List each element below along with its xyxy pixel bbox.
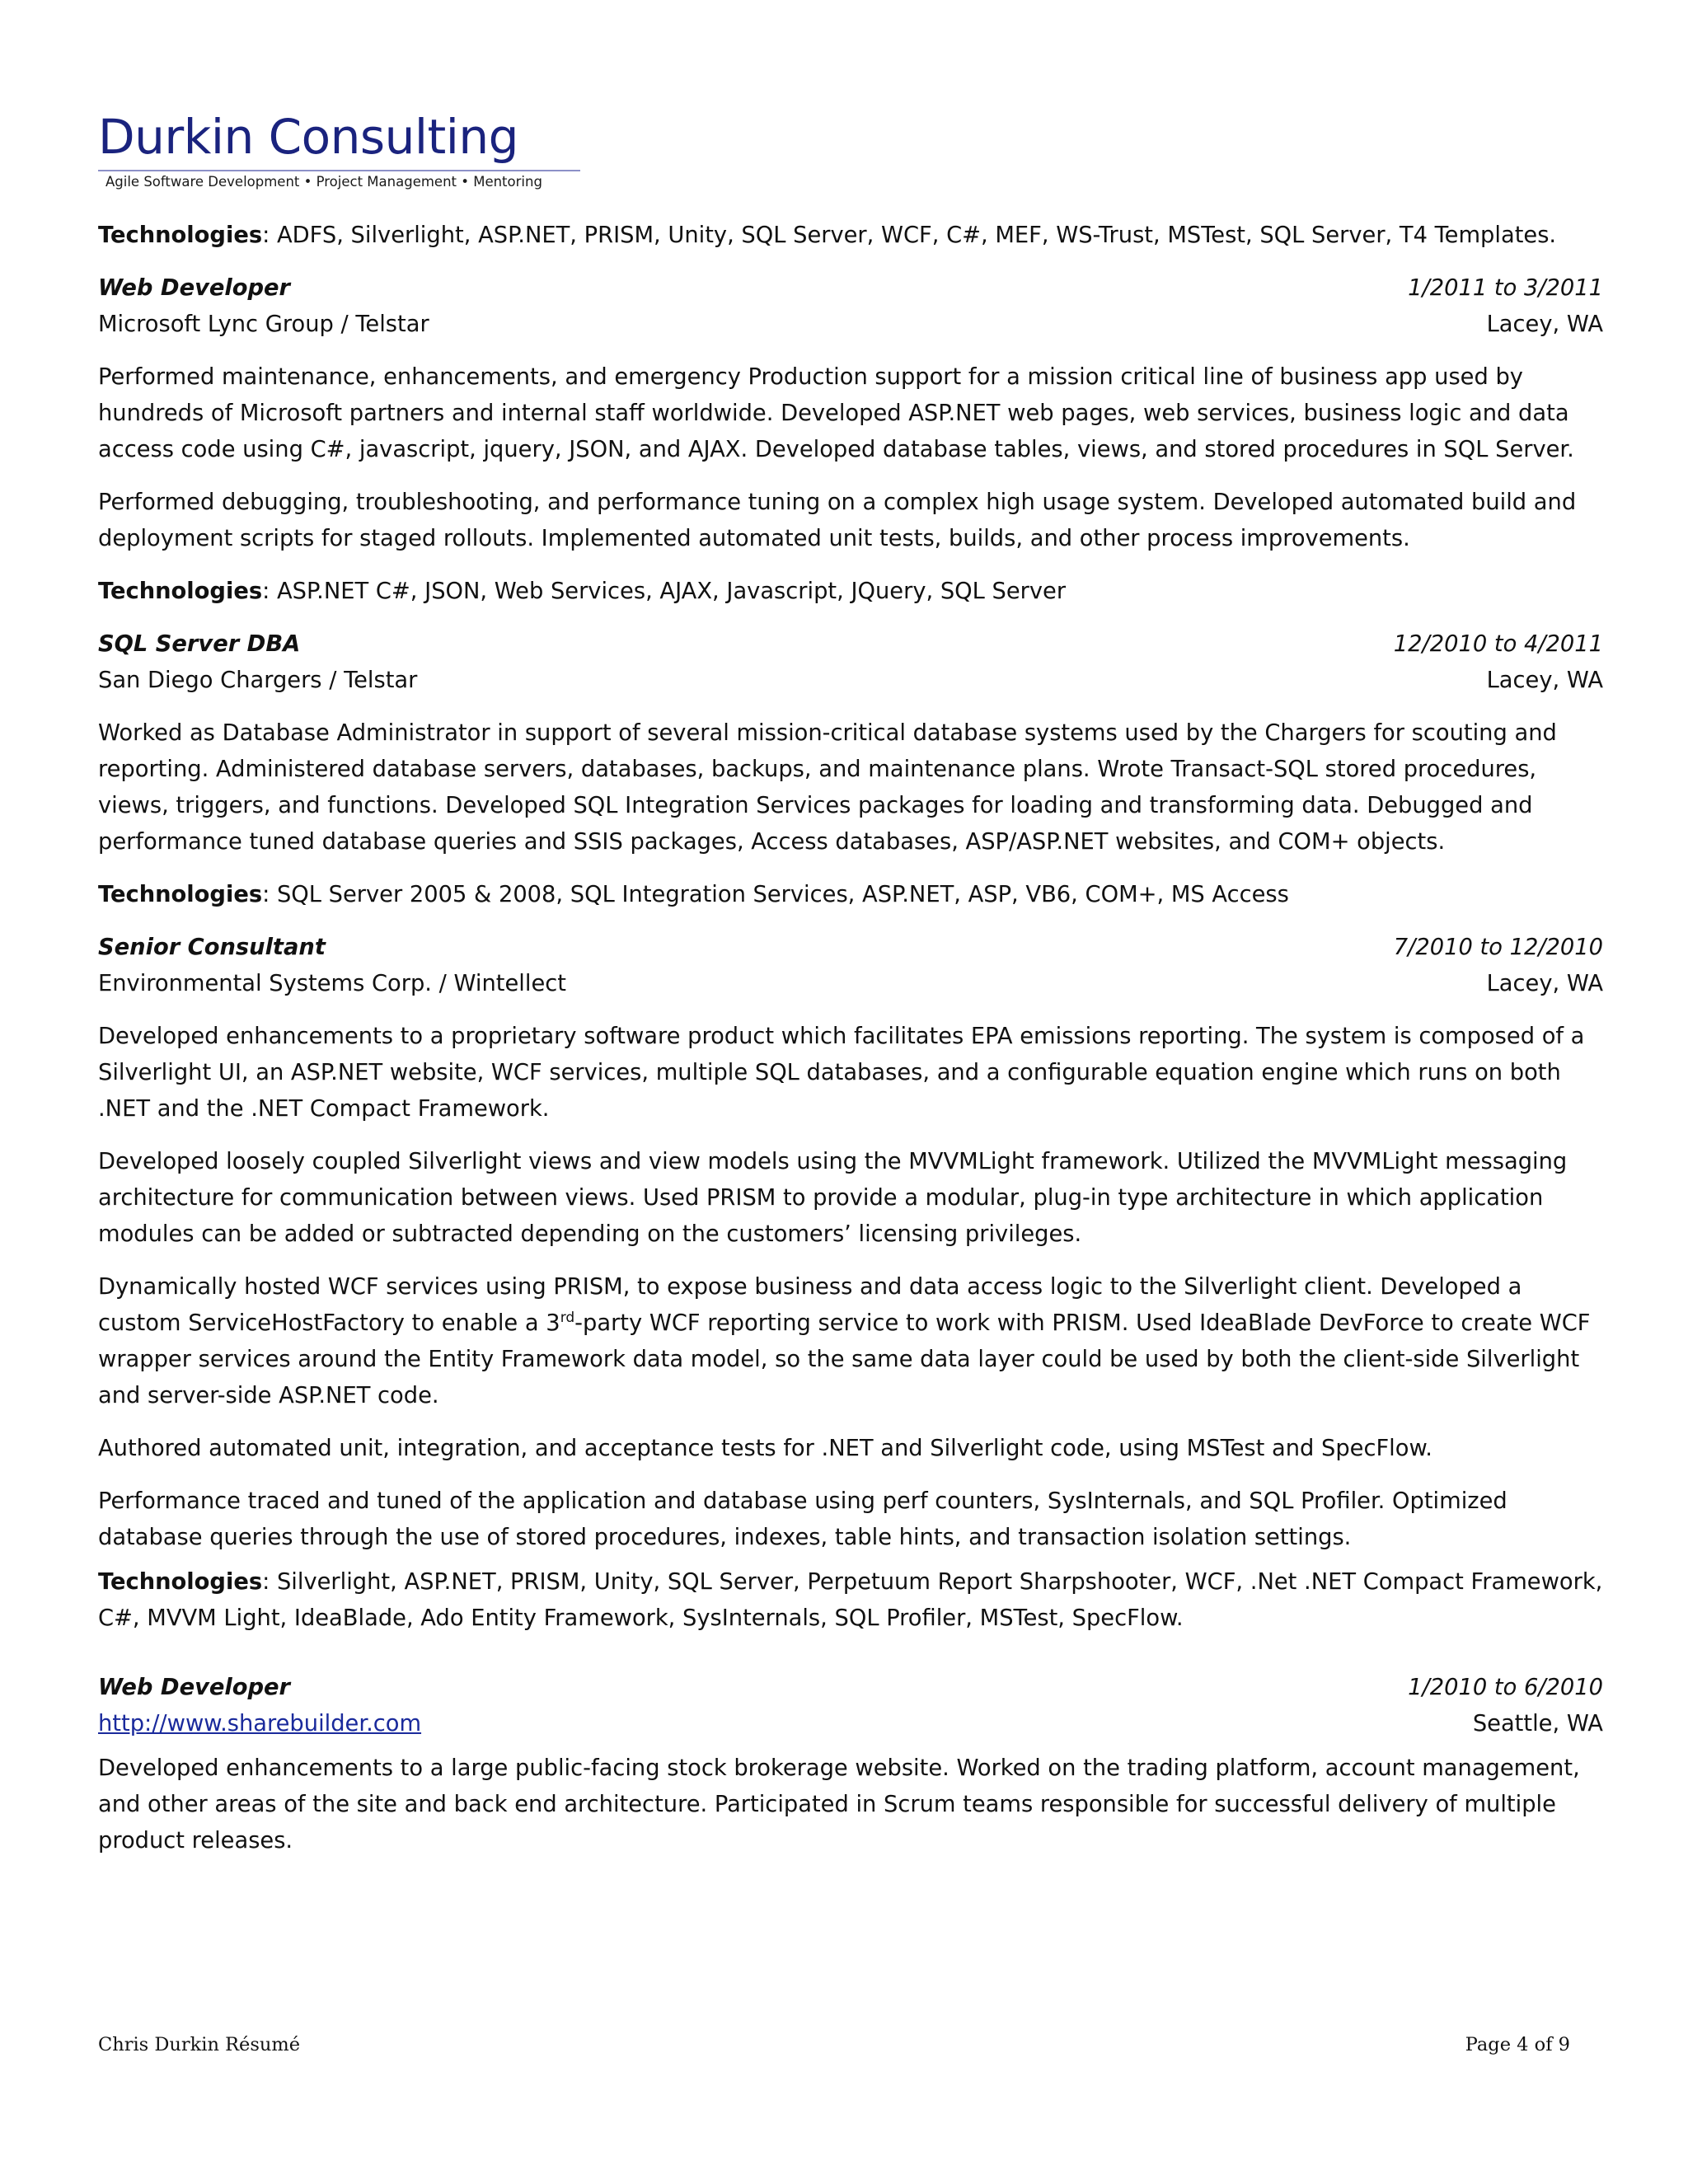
job-location: Lacey, WA <box>1486 668 1603 693</box>
job-description: Authored automated unit, integration, and acceptance tests for .NET and Silverlight code, using MSTest and SpecFlow. <box>98 1436 1432 1461</box>
job-description: Developed enhancements to a large public-facing stock brokerage website. Worked on the trading platform, account management, and other areas of the site and back end architecture. Participated in Scrum teams responsible for successful delivery of multiple product releases. <box>98 1755 1580 1854</box>
job-header <box>98 930 1603 966</box>
technologies-list: : ADFS, Silverlight, ASP.NET, PRISM, Unity, SQL Server, WCF, C#, MEF, WS-Trust, MSTest, SQL Server, T4 Templates. <box>262 223 1557 248</box>
job-technologies <box>98 574 1603 610</box>
job-subheader <box>98 307 1603 343</box>
job-dates: 1/2010 to 6/2010 <box>1408 1675 1603 1700</box>
job-title: Web Developer <box>98 275 291 301</box>
technologies-label: Technologies <box>98 579 263 604</box>
job-dates: 12/2010 to 4/2011 <box>1393 631 1603 657</box>
job-description: Performed maintenance, enhancements, and emergency Production support for a mission critical line of business app used by hundreds of Microsoft partners and internal staff worldwide. Developed ASP.NET web pages, web services, business logic and data access code using C#, javascript, jquery, JSON, and AJAX. Developed database tables, views, and stored procedures in SQL Server. <box>98 364 1574 462</box>
intro-technologies <box>98 218 1603 254</box>
job-description: Performance traced and tuned of the application and database using perf counters, SysInternals, and SQL Profiler. Optimized database queries through the use of stored procedures, indexes, table hints, and transaction isolation settings. <box>98 1488 1507 1550</box>
resume-page <box>98 107 1603 1876</box>
job-company: Microsoft Lync Group / Telstar <box>98 312 429 337</box>
footer-author: Chris Durkin Résumé <box>98 2034 301 2055</box>
job-description <box>98 1269 1603 1414</box>
job-company: Environmental Systems Corp. / Wintellect <box>98 971 566 996</box>
job-location: Seattle, WA <box>1472 1711 1603 1736</box>
job-description: Worked as Database Administrator in support of several mission-critical database systems used by the Chargers for scouting and reporting. Administered database servers, databases, backups, and maintenance plans. Wrote Transact-SQL stored procedures, views, triggers, and functions. Developed SQL Integration Services packages for loading and transforming data. Debugged and performance tuned database queries and SSIS packages, Access databases, ASP/ASP.NET websites, and COM+ objects. <box>98 720 1557 855</box>
job-subheader <box>98 663 1603 699</box>
description-text: Dynamically hosted WCF services using PRISM, to expose business and data access logic to the Silverlight client. Developed a custom ServiceHostFactory to enable a 3 <box>98 1274 1522 1336</box>
job-dates: 1/2011 to 3/2011 <box>1408 275 1603 301</box>
job-dates: 7/2010 to 12/2010 <box>1393 935 1603 960</box>
footer-page-number: Page 4 of 9 <box>1465 2034 1570 2055</box>
technologies-list: : Silverlight, ASP.NET, PRISM, Unity, SQL Server, Perpetuum Report Sharpshooter, WCF, .Net .NET Compact Framework, C#, MVVM Light, IdeaBlade, Ado Entity Framework, SysInternals, SQL Profiler, MSTest, SpecFlow. <box>98 1569 1603 1631</box>
company-logo <box>98 107 580 191</box>
job-title: Web Developer <box>98 1675 291 1700</box>
ordinal-superscript: rd <box>560 1309 575 1326</box>
job-title: SQL Server DBA <box>98 631 301 657</box>
job-header <box>98 626 1603 663</box>
technologies-list: : ASP.NET C#, JSON, Web Services, AJAX, Javascript, JQuery, SQL Server <box>262 579 1067 604</box>
job-company: San Diego Chargers / Telstar <box>98 668 418 693</box>
job-header <box>98 1670 1603 1706</box>
job-description: Developed enhancements to a proprietary software product which facilitates EPA emissions reporting. The system is composed of a Silverlight UI, an ASP.NET website, WCF services, multiple SQL databases, and a configurable equation engine which runs on both .NET and the .NET Compact Framework. <box>98 1024 1585 1122</box>
company-website-link[interactable]: http://www.sharebuilder.com <box>98 1711 422 1736</box>
logo-name: Durkin Consulting <box>98 109 518 165</box>
logo-divider <box>98 170 580 171</box>
technologies-label: Technologies <box>98 223 263 248</box>
page-footer <box>98 2032 1570 2057</box>
job-subheader <box>98 1706 1603 1742</box>
job-location: Lacey, WA <box>1486 312 1603 337</box>
job-description: Performed debugging, troubleshooting, and performance tuning on a complex high usage system. Developed automated build and deployment scripts for staged rollouts. Implemented automated unit tests, builds, and other process improvements. <box>98 490 1577 551</box>
technologies-label: Technologies <box>98 882 263 907</box>
job-location: Lacey, WA <box>1486 971 1603 996</box>
job-technologies <box>98 1564 1603 1637</box>
job-description: Developed loosely coupled Silverlight views and view models using the MVVMLight framework. Utilized the MVVMLight messaging architecture for communication between views. Used PRISM to provide a modular, plug-in type architecture in which application modules can be added or subtracted depending on the customers’ licensing privileges. <box>98 1149 1568 1247</box>
job-title: Senior Consultant <box>98 935 326 960</box>
job-technologies <box>98 877 1603 913</box>
job-header <box>98 270 1603 307</box>
technologies-label: Technologies <box>98 1569 263 1595</box>
logo-tagline: Agile Software Development • Project Management • Mentoring <box>106 174 542 190</box>
job-subheader <box>98 966 1603 1002</box>
technologies-list: : SQL Server 2005 & 2008, SQL Integration Services, ASP.NET, ASP, VB6, COM+, MS Access <box>262 882 1289 907</box>
description-text: -party WCF reporting service to work with PRISM. Used IdeaBlade DevForce to create WCF wrapper services around the Entity Framework data model, so the same data layer could be used by both the client-side Silverlight and server-side ASP.NET code. <box>98 1310 1591 1408</box>
